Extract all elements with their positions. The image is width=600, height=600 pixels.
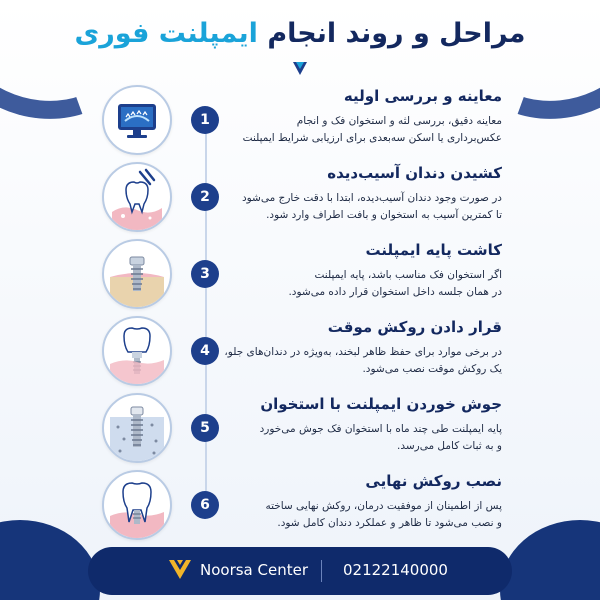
page-title [0, 18, 600, 49]
final-crown-icon [102, 470, 172, 540]
step-1 [0, 85, 600, 155]
step-description [202, 190, 502, 224]
step-number: 6 [191, 491, 219, 519]
step-description-line: در همان جلسه داخل استخوان قرار داده می‌شود. [288, 286, 502, 298]
step-title: معاینه و بررسی اولیه [343, 87, 502, 105]
step-description-line: در صورت وجود دندان آسیب‌دیده، ابتدا با دقت خارج می‌شود [241, 192, 502, 204]
step-description-line: عکس‌برداری یا اسکن سه‌بعدی برای ارزیابی شرایط ایمپلنت [242, 132, 502, 144]
step-description [202, 113, 502, 147]
step-description-line: و به ثبات کامل می‌رسد. [396, 440, 502, 452]
tooth-extraction-icon [102, 162, 172, 232]
step-title: قرار دادن روکش موقت [327, 318, 502, 336]
brand-name: Noorsa Center [200, 561, 309, 579]
step-description-line: تا کمترین آسیب به استخوان و بافت اطراف وارد شود. [266, 209, 502, 221]
step-number: 4 [191, 337, 219, 365]
step-description-line: پس از اطمینان از موفقیت درمان، روکش نهایی ساخته [265, 500, 502, 512]
step-title: کشیدن دندان آسیب‌دیده [327, 164, 502, 182]
dental-scan-monitor-icon [102, 85, 172, 155]
phone-number[interactable]: 02122140000 [343, 561, 448, 579]
step-description-line: در برخی موارد برای حفظ ظاهر لبخند، به‌ویژه در دندان‌های جلو، [224, 346, 502, 358]
diamond-logo-icon [291, 60, 309, 76]
step-number: 1 [191, 106, 219, 134]
step-description-line: یک روکش موقت نصب می‌شود. [362, 363, 502, 375]
step-description [202, 421, 502, 455]
step-description-line: و نصب می‌شود تا ظاهر و عملکرد دندان کامل شود. [277, 517, 502, 529]
step-number: 2 [191, 183, 219, 211]
step-description-line: پایه ایمپلنت طی چند ماه با استخوان فک جوش می‌خورد [259, 423, 502, 435]
step-description [202, 498, 502, 532]
step-number: 5 [191, 414, 219, 442]
step-number: 3 [191, 260, 219, 288]
step-4 [0, 316, 600, 386]
step-title: نصب روکش نهایی [365, 472, 502, 490]
temporary-crown-icon [102, 316, 172, 386]
step-title: کاشت پایه ایمپلنت [365, 241, 502, 259]
step-6 [0, 470, 600, 540]
footer-divider [321, 560, 322, 582]
title-prefix: مراحل و روند انجام [267, 18, 526, 49]
implant-post-icon [102, 239, 172, 309]
noorsa-logo-icon [167, 557, 193, 581]
step-2 [0, 162, 600, 232]
step-description [202, 267, 502, 301]
step-description-line: معاینه دقیق، بررسی لثه و استخوان فک و انجام [296, 115, 502, 127]
title-highlight: ایمپلنت فوری [74, 18, 258, 49]
step-description-line: اگر استخوان فک مناسب باشد، پایه ایمپلنت [314, 269, 502, 281]
step-description [202, 344, 502, 378]
osseointegration-icon [102, 393, 172, 463]
step-5 [0, 393, 600, 463]
step-title: جوش خوردن ایمپلنت با استخوان [260, 395, 502, 413]
step-3 [0, 239, 600, 309]
